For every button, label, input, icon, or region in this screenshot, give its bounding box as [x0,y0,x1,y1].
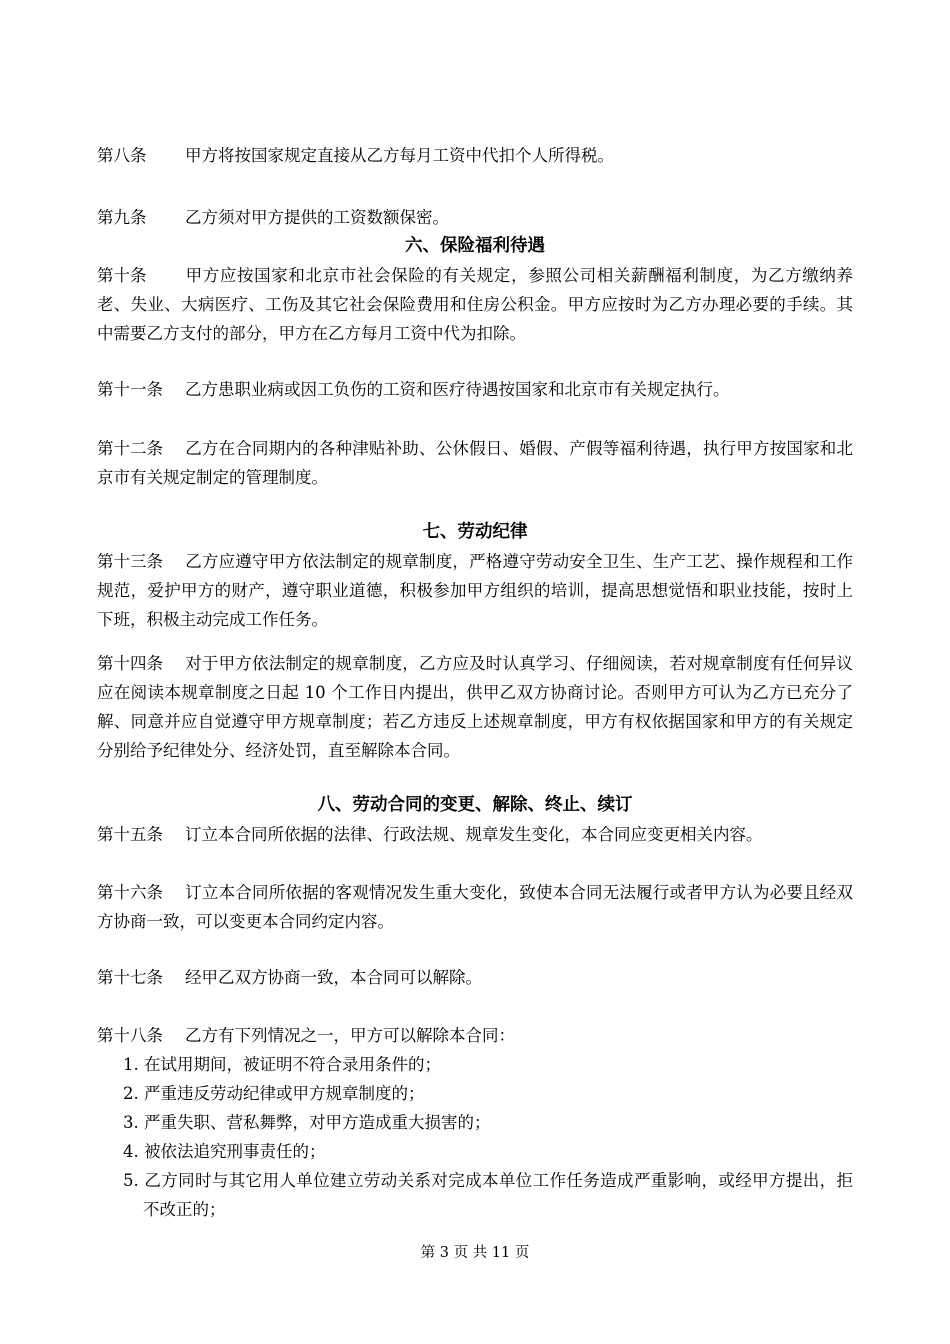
clause-item: 3. 严重失职、营私舞弊，对甲方造成重大损害的； [123,1113,491,1132]
article-paragraph [97,203,853,232]
article-paragraph [97,375,853,404]
section-heading: 六、保险福利待遇 [405,236,545,256]
clause-item: 2. 严重违反劳动纪律或甲方规章制度的； [123,1084,425,1103]
article-paragraph [97,820,853,849]
article-paragraph [97,434,853,492]
article-number: 第十条 [97,266,147,285]
article-number: 第十四条 [97,654,163,673]
clause-item: 1. 在试用期间，被证明不符合录用条件的； [123,1055,441,1074]
article-text: 订立本合同所依据的客观情况发生重大变化，致使本合同无法履行或者甲方认为必要且经双方协商一致，可以变更本合同约定内容。 [97,883,853,931]
article-number: 第九条 [97,208,147,227]
article-paragraph [97,649,853,765]
article-paragraph [97,141,853,170]
clause-list [97,1050,853,1224]
clause-item: 5. 乙方同时与其它用人单位建立劳动关系对完成本单位工作任务造成严重影响，或经甲方提出，拒不改正的； [123,1171,853,1219]
article-text: 甲方将按国家规定直接从乙方每月工资中代扣个人所得税。 [185,146,614,165]
article-number: 第十六条 [97,883,163,902]
article-number: 第十一条 [97,380,163,399]
article-text: 订立本合同所依据的法律、行政法规、规章发生变化，本合同应变更相关内容。 [185,825,763,844]
page-number-footer: 第 3 页 共 11 页 [420,1245,530,1261]
article-number: 第十二条 [97,439,163,458]
article-text: 乙方患职业病或因工负伤的工资和医疗待遇按国家和北京市有关规定执行。 [185,380,730,399]
content-area [97,141,853,1224]
article-paragraph [97,963,853,992]
article-text: 乙方应遵守甲方依法制定的规章制度，严格遵守劳动安全卫生、生产工艺、操作规程和工作规范，爱护甲方的财产，遵守职业道德，积极参加甲方组织的培训，提高思想觉悟和职业技能，按时上下班，积极主动完成工作任务。 [97,552,853,629]
article-text: 乙方在合同期内的各种津贴补助、公休假日、婚假、产假等福利待遇，执行甲方按国家和北京市有关规定制定的管理制度。 [97,439,853,487]
article-text: 对于甲方依法制定的规章制度，乙方应及时认真学习、仔细阅读，若对规章制度有任何异议应在阅读本规章制度之日起 10 个工作日内提出，供甲乙双方协商讨论。否则甲方可认为乙方已充分了解、同意并应自觉遵守甲方规章制度；若乙方违反上述规章制度，甲方有权依据国家和甲方的有关规定分别给予纪律处分、经济处罚，直至解除本合同。 [97,654,853,760]
section-heading: 七、劳动纪律 [422,522,528,542]
article-number: 第十三条 [97,552,163,571]
article-paragraph [97,547,853,634]
clause-item: 4. 被依法追究刑事责任的； [123,1142,326,1161]
section-heading: 八、劳动合同的变更、解除、终止、续订 [317,795,633,815]
article-number: 第十八条 [97,1026,163,1045]
article-number: 第十七条 [97,968,163,987]
article-text: 乙方有下列情况之一，甲方可以解除本合同： [185,1026,515,1045]
article-paragraph [97,1021,853,1050]
article-number: 第十五条 [97,825,163,844]
article-paragraph [97,261,853,348]
article-text: 乙方须对甲方提供的工资数额保密。 [185,208,449,227]
article-number: 第八条 [97,146,147,165]
article-text: 甲方应按国家和北京市社会保险的有关规定，参照公司相关薪酬福利制度，为乙方缴纳养老、失业、大病医疗、工伤及其它社会保险费用和住房公积金。甲方应按时为乙方办理必要的手续。其中需要乙方支付的部分，甲方在乙方每月工资中代为扣除。 [97,266,853,343]
article-text: 经甲乙双方协商一致，本合同可以解除。 [185,968,482,987]
article-paragraph [97,878,853,936]
